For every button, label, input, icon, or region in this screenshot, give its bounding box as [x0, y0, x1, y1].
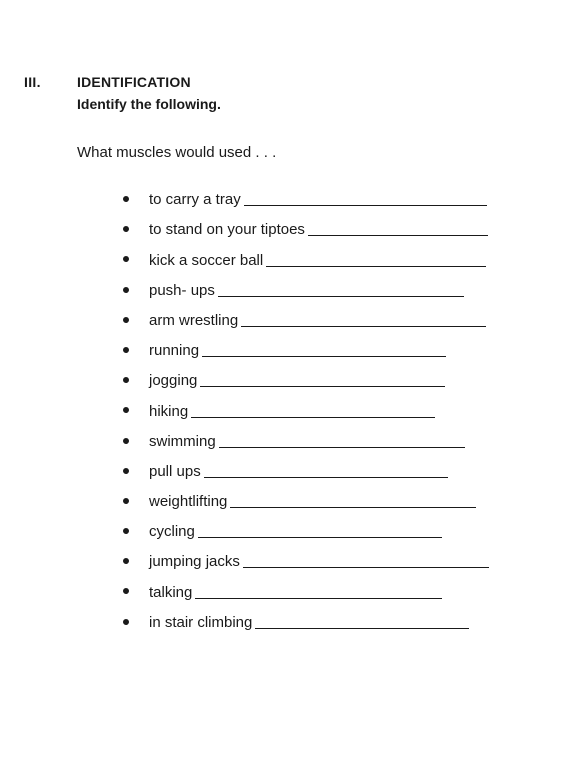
item-label: jumping jacks	[149, 553, 240, 571]
list-item	[120, 215, 489, 245]
item-label: hiking	[149, 402, 189, 420]
bullet-icon	[123, 528, 129, 534]
answer-blank[interactable]	[244, 204, 487, 206]
bullet-icon	[123, 468, 129, 474]
list-item	[120, 577, 489, 607]
item-label: to carry a tray	[149, 191, 241, 209]
list-item	[120, 336, 489, 366]
answer-blank[interactable]	[266, 265, 486, 267]
item-label: swimming	[149, 432, 216, 450]
item-label: kick a soccer ball	[149, 251, 264, 269]
list-item	[120, 366, 489, 396]
bullet-icon	[123, 347, 129, 353]
item-label: jogging	[149, 372, 198, 390]
item-label: cycling	[149, 523, 195, 541]
item-label: weightlifting	[149, 493, 228, 511]
list-item	[120, 245, 489, 275]
item-label: in stair climbing	[149, 613, 253, 631]
list-item	[120, 517, 489, 547]
list-item	[120, 608, 489, 638]
answer-blank[interactable]	[241, 325, 486, 327]
list-item	[120, 427, 489, 457]
question-prompt: What muscles would used . . .	[77, 144, 277, 161]
section-number: III.	[24, 74, 41, 90]
answer-blank[interactable]	[191, 416, 435, 418]
answer-blank[interactable]	[230, 506, 476, 508]
list-item	[120, 276, 489, 306]
list-item	[120, 547, 489, 577]
list-item	[120, 185, 489, 215]
bullet-icon	[123, 317, 129, 323]
item-label: running	[149, 342, 200, 360]
item-label: pull ups	[149, 462, 201, 480]
item-label: talking	[149, 583, 193, 601]
answer-blank[interactable]	[218, 295, 464, 297]
bullet-icon	[123, 498, 129, 504]
bullet-icon	[123, 287, 129, 293]
bullet-icon	[123, 588, 129, 594]
item-label: to stand on your tiptoes	[149, 221, 305, 239]
answer-blank[interactable]	[219, 446, 465, 448]
answer-blank[interactable]	[204, 476, 448, 478]
answer-blank[interactable]	[308, 234, 488, 236]
list-item	[120, 457, 489, 487]
bullet-icon	[123, 558, 129, 564]
answer-blank[interactable]	[202, 355, 446, 357]
bullet-icon	[123, 377, 129, 383]
item-label: arm wrestling	[149, 311, 239, 329]
section-title: IDENTIFICATION	[77, 74, 191, 90]
section-instruction: Identify the following.	[77, 96, 221, 112]
list-item	[120, 306, 489, 336]
bullet-icon	[123, 256, 129, 262]
list-item	[120, 487, 489, 517]
item-label: push- ups	[149, 281, 215, 299]
list-item	[120, 396, 489, 426]
bullet-icon	[123, 407, 129, 413]
answer-blank[interactable]	[195, 597, 442, 599]
answer-blank[interactable]	[243, 566, 489, 568]
answer-blank[interactable]	[255, 627, 469, 629]
identification-list	[120, 185, 489, 638]
bullet-icon	[123, 619, 129, 625]
answer-blank[interactable]	[198, 536, 442, 538]
bullet-icon	[123, 226, 129, 232]
bullet-icon	[123, 438, 129, 444]
bullet-icon	[123, 196, 129, 202]
answer-blank[interactable]	[200, 385, 445, 387]
